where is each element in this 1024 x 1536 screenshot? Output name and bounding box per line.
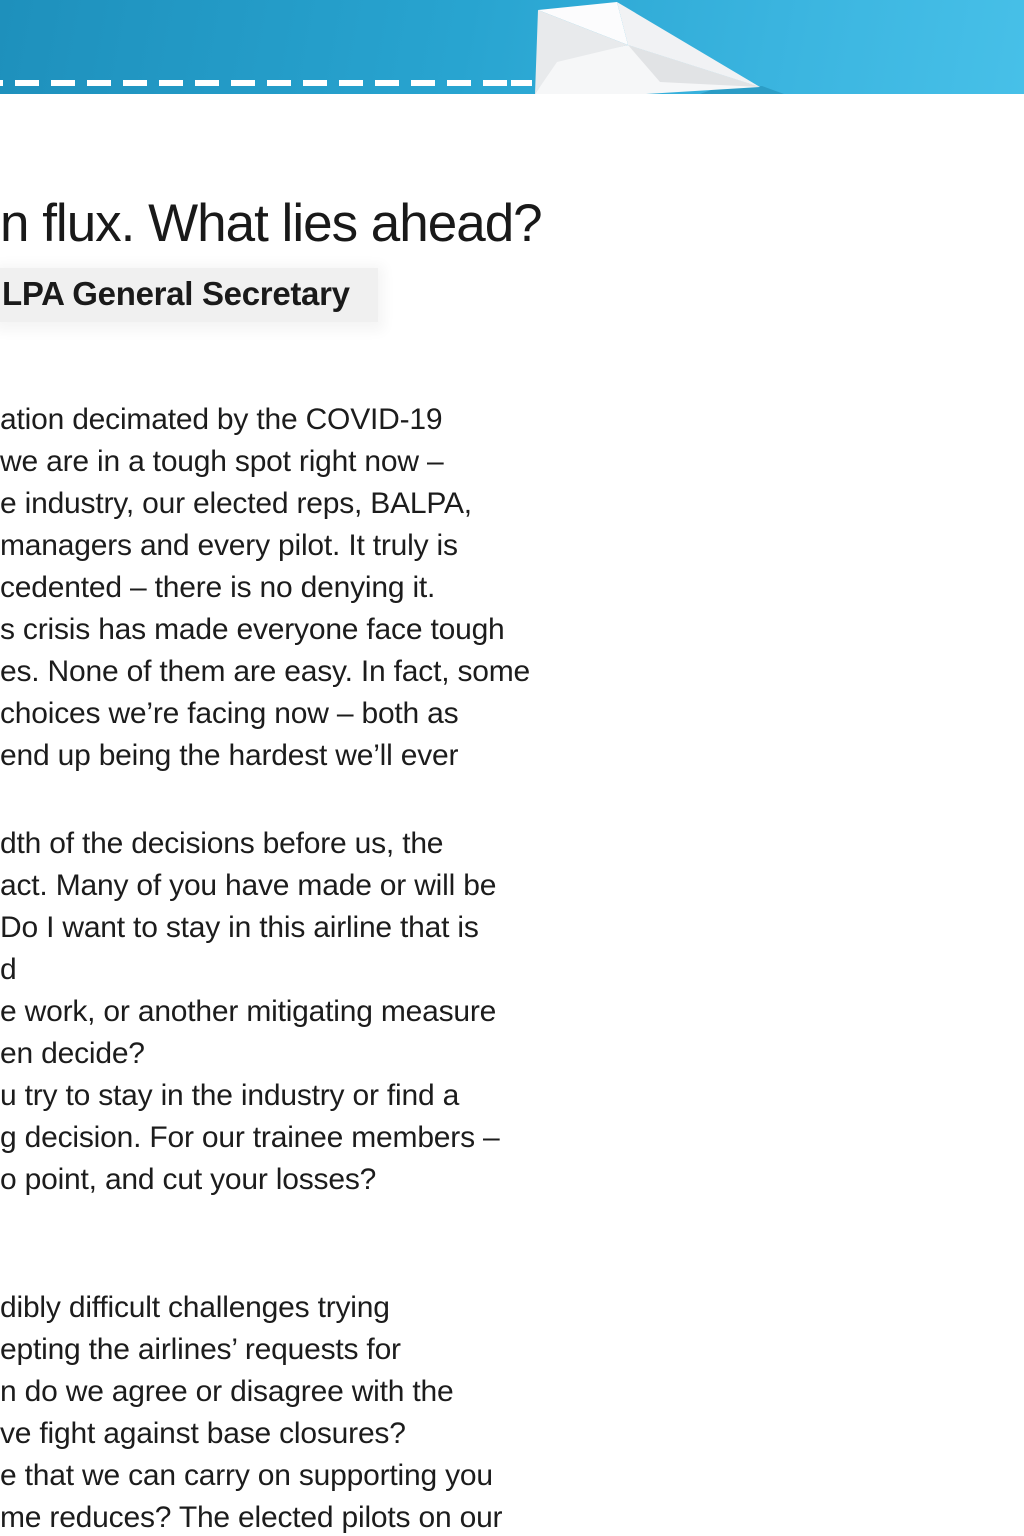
text-line: u try to stay in the industry or find a: [0, 1079, 460, 1112]
paragraph-2: [0, 823, 680, 1201]
byline-text: LPA General Secretary: [0, 268, 378, 322]
byline: [0, 268, 378, 322]
text-line: Do I want to stay in this airline that is: [0, 911, 479, 944]
text-line: es. None of them are easy. In fact, some: [0, 655, 531, 688]
text-line: ve fight against base closures?: [0, 1417, 406, 1450]
text-line: act. Many of you have made or will be: [0, 869, 497, 902]
header-band: [0, 0, 1024, 94]
page-title: n flux. What lies ahead?: [0, 194, 542, 253]
text-line: ation decimated by the COVID-19: [0, 403, 443, 436]
text-line: dibly difficult challenges trying: [0, 1291, 390, 1324]
article-body: [0, 399, 680, 1536]
text-line: n do we agree or disagree with the: [0, 1375, 454, 1408]
text-line: cedented – there is no denying it.: [0, 571, 436, 604]
text-line: g decision. For our trainee members –: [0, 1121, 500, 1154]
text-line: o point, and cut your losses?: [0, 1163, 377, 1196]
text-line: managers and every pilot. It truly is: [0, 529, 458, 562]
text-line: d: [0, 953, 17, 986]
text-line: en decide?: [0, 1037, 145, 1070]
text-line: e work, or another mitigating measure: [0, 995, 497, 1028]
text-line: choices we’re facing now – both as: [0, 697, 459, 730]
text-line: me reduces? The elected pilots on our: [0, 1501, 503, 1534]
text-line: e that we can carry on supporting you: [0, 1459, 493, 1492]
text-line: we are in a tough spot right now –: [0, 445, 444, 478]
text-line: dth of the decisions before us, the: [0, 827, 444, 860]
paragraph-3: [0, 1287, 680, 1536]
paper-plane-icon: [528, 0, 793, 94]
text-line: s crisis has made everyone face tough: [0, 613, 505, 646]
text-line: epting the airlines’ requests for: [0, 1333, 401, 1366]
text-line: e industry, our elected reps, BALPA,: [0, 487, 472, 520]
dashed-flight-path: [0, 80, 532, 86]
text-line: end up being the hardest we’ll ever: [0, 739, 459, 772]
paragraph-1: [0, 399, 680, 777]
